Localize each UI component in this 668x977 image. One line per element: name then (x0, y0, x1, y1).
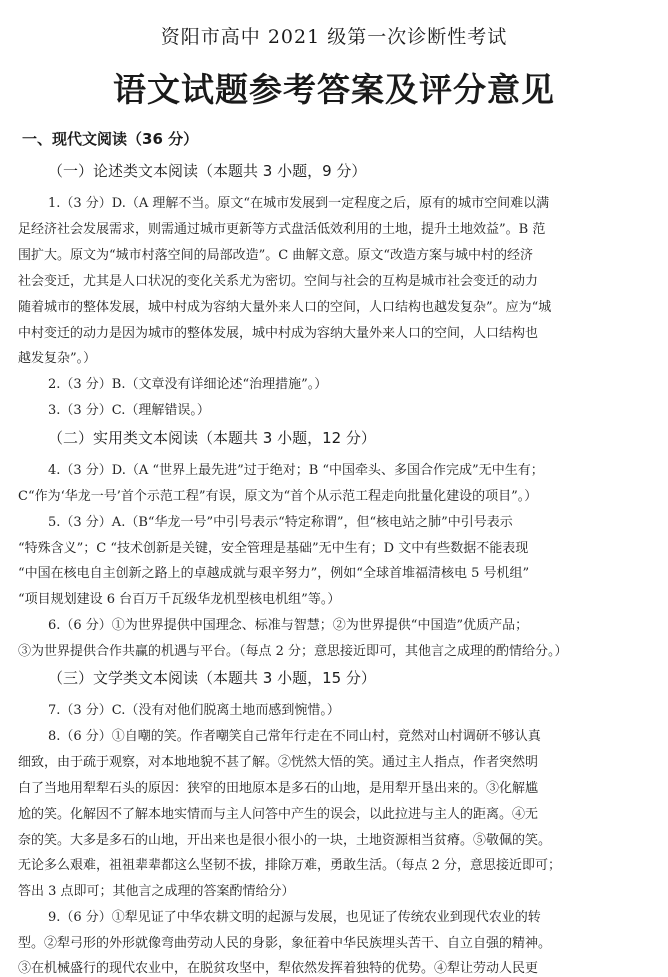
answer-line: 型。②犁弓形的外形就像弯曲劳动人民的身影，象征着中华民族埋头苦干、自立自强的精神。 (18, 936, 552, 951)
answer-line: 中村变迁的动力是因为城市的整体发展，城中村成为容纳大量外来人口的空间，人口结构也 (18, 326, 539, 341)
answer-line: 社会变迁，尤其是人口状况的变化关系尤为密切。空间与社会的互构是城市社会变迁的动力 (18, 274, 539, 289)
answer-line: 1.（3 分）D.（A 理解不当。原文“在城市发展到一定程度之后，原有的城市空间难以满 (48, 196, 550, 211)
answer-line: ③为世界提供合作共赢的机遇与平台。（每点 2 分；意思接近即可，其他言之成理的酌情给分。） (18, 644, 568, 659)
answer-line: 无论多么艰难，祖祖辈辈都这么坚韧不拔，排除万难，勇敢生活。（每点 2 分，意思接近即可； (18, 858, 562, 873)
answer-line: 5.（3 分）A.（B“华龙一号”中引号表示“特定称谓”，但“核电站之肺”中引号表示 (48, 515, 513, 530)
answer-line: 尬的笑。化解因不了解本地实情而与主人问答中产生的误会，以此拉进与主人的距离。④无 (18, 807, 539, 822)
answer-line: C“作为‘华龙一号’首个示范工程”有误，原文为“首个从示范工程走向批量化建设的项目”。） (18, 489, 538, 504)
answer-line: “项目规划建设 6 台百万千瓦级华龙机型核电机组”等。） (18, 592, 341, 607)
subsection-heading-1: （一）论述类文本阅读（本题共 3 小题，9 分） (48, 162, 367, 180)
document-title: 语文试题参考答案及评分意见 (113, 70, 555, 109)
answer-line: 4.（3 分）D.（A “世界上最先进”过于绝对；B “中国牵头、多国合作完成”无中生有； (48, 463, 544, 478)
answer-line: 足经济社会发展需求，则需通过城市更新等方式盘活低效利用的土地，提升土地效益”。B 范 (18, 222, 546, 237)
answer-line: 3.（3 分）C.（理解错误。） (48, 403, 210, 418)
answer-line: 随着城市的整体发展，城中村成为容纳大量外来人口的空间，人口结构也越发复杂”。应为“城 (18, 300, 552, 315)
section-heading: 一、现代文阅读（36 分） (22, 130, 199, 148)
answer-line: 9.（6 分）①犁见证了中华农耕文明的起源与发展，也见证了传统农业到现代农业的转 (48, 910, 541, 925)
exam-supertitle: 资阳市高中 2021 级第一次诊断性考试 (160, 26, 508, 48)
answer-line: 答出 3 点即可；其他言之成理的答案酌情给分） (18, 884, 295, 899)
answer-line: “中国在核电自主创新之路上的卓越成就与艰辛努力”，例如“全球首堆福清核电 5 号机组” (18, 566, 530, 581)
answer-line: 奈的笑。大多是多石的山地，开出来也是很小很小的一块，土地资源相当贫瘠。⑤敬佩的笑。 (18, 833, 552, 848)
answer-line: 细致，由于疏于观察，对本地地貌不甚了解。②恍然大悟的笑。通过主人指点，作者突然明 (18, 755, 539, 770)
answer-line: 7.（3 分）C.（没有对他们脱离土地而感到惋惜。） (48, 703, 340, 718)
answer-line: 围扩大。原文为“城市村落空间的局部改造”。C 曲解文意。原文“改造方案与城中村的经济 (18, 248, 534, 263)
answer-line: “特殊含义”；C “技术创新是关键，安全管理是基础”无中生有；D 文中有些数据不能表现 (18, 541, 529, 556)
subsection-heading-2: （二）实用类文本阅读（本题共 3 小题，12 分） (48, 429, 376, 447)
subsection-heading-3: （三）文学类文本阅读（本题共 3 小题，15 分） (48, 669, 376, 687)
answer-line: 8.（6 分）①自嘲的笑。作者嘲笑自己常年行走在不同山村，竟然对山村调研不够认真 (48, 729, 541, 744)
answer-line: ③在机械盛行的现代农业中，在脱贫攻坚中，犁依然发挥着独特的优势。④犁让劳动人民更 (18, 961, 539, 976)
answer-line: 越发复杂”。） (18, 351, 97, 366)
answer-line: 白了当地用犁犁石头的原因：狭窄的田地原本是多石的山地，是用犁开垦出来的。③化解尴 (18, 781, 539, 796)
answer-line: 2.（3 分）B.（文章没有详细论述“治理措施”。） (48, 377, 328, 392)
answer-line: 6.（6 分）①为世界提供中国理念、标准与智慧；②为世界提供“中国造”优质产品； (48, 618, 529, 633)
